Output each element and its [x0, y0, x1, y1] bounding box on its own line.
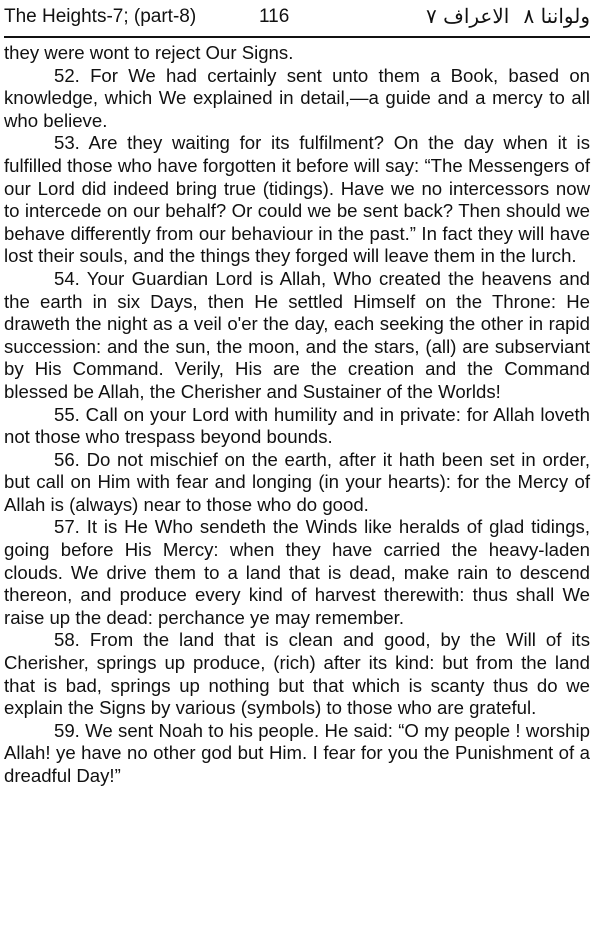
page-header: [4, 0, 590, 38]
verse-58: 58. From the land that is clean and good, by the Will of its Cherisher, springs up produce, (rich) after its kind: but from the land that is bad, springs up nothing but that which is scanty thus do we explain the Signs by various (symbols) to those who are grateful.: [4, 629, 590, 719]
verse-57: 57. It is He Who sendeth the Winds like heralds of glad tidings, going before His Mercy: when they have carried the heavy-laden clouds. We drive them to a land that is dead, make rain to descend thereon, and produce every kind of harvest therewith: thus shall We raise up the dead: perchance ye may remember.: [4, 516, 590, 628]
verse-continuation: they were wont to reject Our Signs.: [4, 42, 294, 63]
verse-59: 59. We sent Noah to his people. He said: “O my people ! worship Allah! ye have no other god but Him. I fear for you the Punishment of a dreadful Day!”: [4, 719, 590, 786]
verse-56: 56. Do not mischief on the earth, after it hath been set in order, but call on Him with fear and longing (in your hearts): for the Mercy of Allah is (always) near to those who do good.: [4, 448, 590, 515]
page-number: 116: [259, 6, 290, 27]
verse-52: 52. For We had certainly sent unto them a Book, based on knowledge, which We explained in detail,—a guide and a mercy to all who believe.: [4, 64, 590, 131]
verse-53: 53. Are they waiting for its fulfilment? On the day when it is fulfilled those who have forgotten it before will say: “The Messengers of our Lord did indeed bring true (tidings). Have we no intercessors now to intercede on our behalf? Or could we be sent back? Then should we behave differently from our behaviour in the past.” In fact they will have lost their souls, and the things they forged will leave them in the lurch.: [4, 132, 590, 267]
surah-name-arabic: الاعراف ٧: [426, 4, 510, 28]
page-body: [4, 42, 590, 788]
verse-55: 55. Call on your Lord with humility and in private: for Allah loveth not those who trespass beyond bounds.: [4, 403, 590, 448]
running-title: The Heights-7; (part-8): [4, 6, 197, 27]
verse-54: 54. Your Guardian Lord is Allah, Who created the heavens and the earth in six Days, then He settled Himself on the Throne: He draweth the night as a veil o'er the day, each seeking the other in rapid succession: and the sun, the moon, and the stars, (all) are subserviant by His Command. Verily, His are the creation and the Command blessed be Allah, the Cherisher and Sustainer of the Worlds!: [4, 267, 590, 402]
juz-name-arabic: ولواننا ٨: [523, 4, 590, 28]
